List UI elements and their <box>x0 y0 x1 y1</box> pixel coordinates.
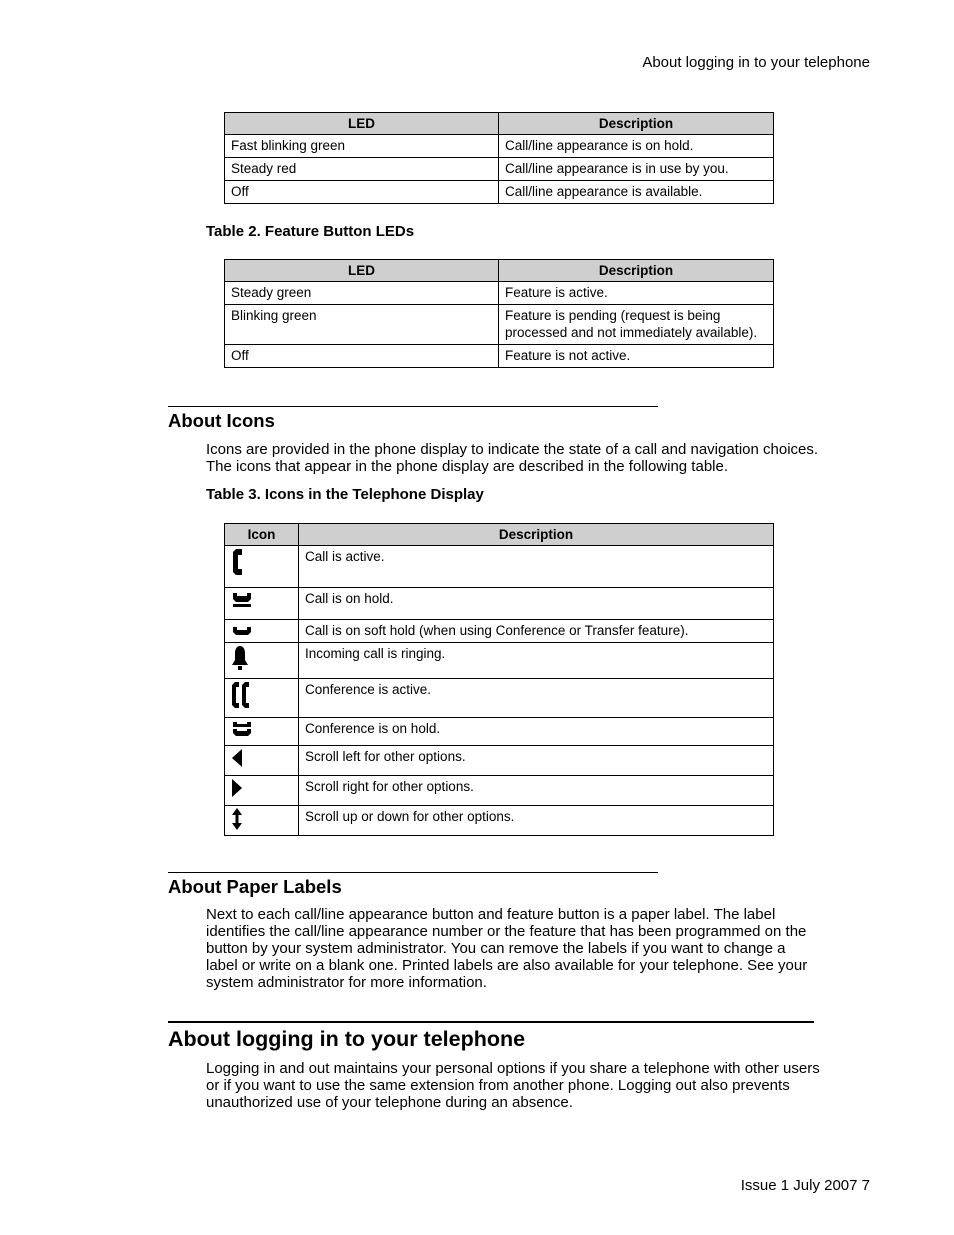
scroll-right-icon <box>231 778 243 798</box>
description-cell: Conference is active. <box>299 679 774 718</box>
table-header-row <box>225 260 774 282</box>
description-cell: Scroll right for other options. <box>299 776 774 806</box>
conference-active-icon <box>231 681 251 709</box>
description-cell: Scroll up or down for other options. <box>299 806 774 836</box>
scroll-up-down-icon <box>231 808 243 830</box>
description-cell: Call/line appearance is in use by you. <box>499 158 774 181</box>
table-row <box>225 345 774 368</box>
scroll-left-icon <box>231 748 243 768</box>
description-cell: Call/line appearance is available. <box>499 181 774 204</box>
icon-cell <box>225 746 299 776</box>
section-rule <box>168 406 658 407</box>
call-hold-icon <box>231 591 253 607</box>
icons-table <box>224 523 774 836</box>
description-cell: Call/line appearance is on hold. <box>499 135 774 158</box>
led-cell: Steady green <box>225 282 499 305</box>
conference-hold-icon <box>231 721 253 737</box>
description-cell: Conference is on hold. <box>299 718 774 746</box>
table-header-row <box>225 113 774 135</box>
description-cell: Incoming call is ringing. <box>299 643 774 679</box>
led-cell: Off <box>225 181 499 204</box>
led-cell: Blinking green <box>225 305 499 345</box>
description-cell: Feature is pending (request is being processed and not immediately available). <box>499 305 774 345</box>
section-rule <box>168 872 658 873</box>
description-cell: Feature is active. <box>499 282 774 305</box>
icon-cell <box>225 588 299 620</box>
table-row <box>225 135 774 158</box>
soft-hold-icon <box>231 626 253 636</box>
description-cell: Call is active. <box>299 546 774 588</box>
icon-cell <box>225 679 299 718</box>
icon-cell <box>225 643 299 679</box>
table-row <box>225 776 774 806</box>
call-line-led-table <box>224 112 774 204</box>
table-row <box>225 746 774 776</box>
section-heading: About Icons <box>168 410 275 431</box>
table-caption: Table 3. Icons in the Telephone Display <box>206 486 484 503</box>
table-row <box>225 643 774 679</box>
chapter-heading: About logging in to your telephone <box>168 1027 526 1051</box>
chapter-rule <box>168 1021 814 1023</box>
icon-cell <box>225 546 299 588</box>
column-header-icon: Icon <box>225 524 299 546</box>
column-header-description: Description <box>499 113 774 135</box>
icon-cell <box>225 806 299 836</box>
icon-cell <box>225 718 299 746</box>
table-row <box>225 679 774 718</box>
bell-icon <box>231 645 249 671</box>
table-row <box>225 305 774 345</box>
led-cell: Steady red <box>225 158 499 181</box>
table-row <box>225 181 774 204</box>
led-cell: Fast blinking green <box>225 135 499 158</box>
table-row <box>225 282 774 305</box>
page-footer: Issue 1 July 2007 7 <box>740 1177 870 1194</box>
icon-cell <box>225 620 299 643</box>
table-header-row <box>225 524 774 546</box>
call-active-icon <box>231 548 245 576</box>
table-row <box>225 158 774 181</box>
table-row <box>225 620 774 643</box>
table-row <box>225 718 774 746</box>
description-cell: Call is on soft hold (when using Conference or Transfer feature). <box>299 620 774 643</box>
running-head: About logging in to your telephone <box>642 54 870 71</box>
column-header-description: Description <box>299 524 774 546</box>
column-header-led: LED <box>225 260 499 282</box>
section-heading: About Paper Labels <box>168 876 342 897</box>
description-cell: Scroll left for other options. <box>299 746 774 776</box>
icon-cell <box>225 776 299 806</box>
led-cell: Off <box>225 345 499 368</box>
column-header-description: Description <box>499 260 774 282</box>
feature-button-led-table <box>224 259 774 368</box>
description-cell: Call is on hold. <box>299 588 774 620</box>
table-row <box>225 588 774 620</box>
section-body: Next to each call/line appearance button and feature button is a paper label. The label identifies the call/line appearance number or the feature that has been programmed on the button by your system administrator. You can remove the labels if you want to change a label or write on a blank one. Printed labels are also available for your telephone. See your system administrator for more information. <box>206 906 808 991</box>
section-body: Icons are provided in the phone display to indicate the state of a call and navigation choices. The icons that appear in the phone display are described in the following table. <box>206 441 819 475</box>
column-header-led: LED <box>225 113 499 135</box>
table-row <box>225 546 774 588</box>
table-row <box>225 806 774 836</box>
description-cell: Feature is not active. <box>499 345 774 368</box>
section-body: Logging in and out maintains your personal options if you share a telephone with other users or if you want to use the same extension from another phone. Logging out also prevents unauthorized use of your telephone during an absence. <box>206 1060 820 1111</box>
table-caption: Table 2. Feature Button LEDs <box>206 223 415 240</box>
